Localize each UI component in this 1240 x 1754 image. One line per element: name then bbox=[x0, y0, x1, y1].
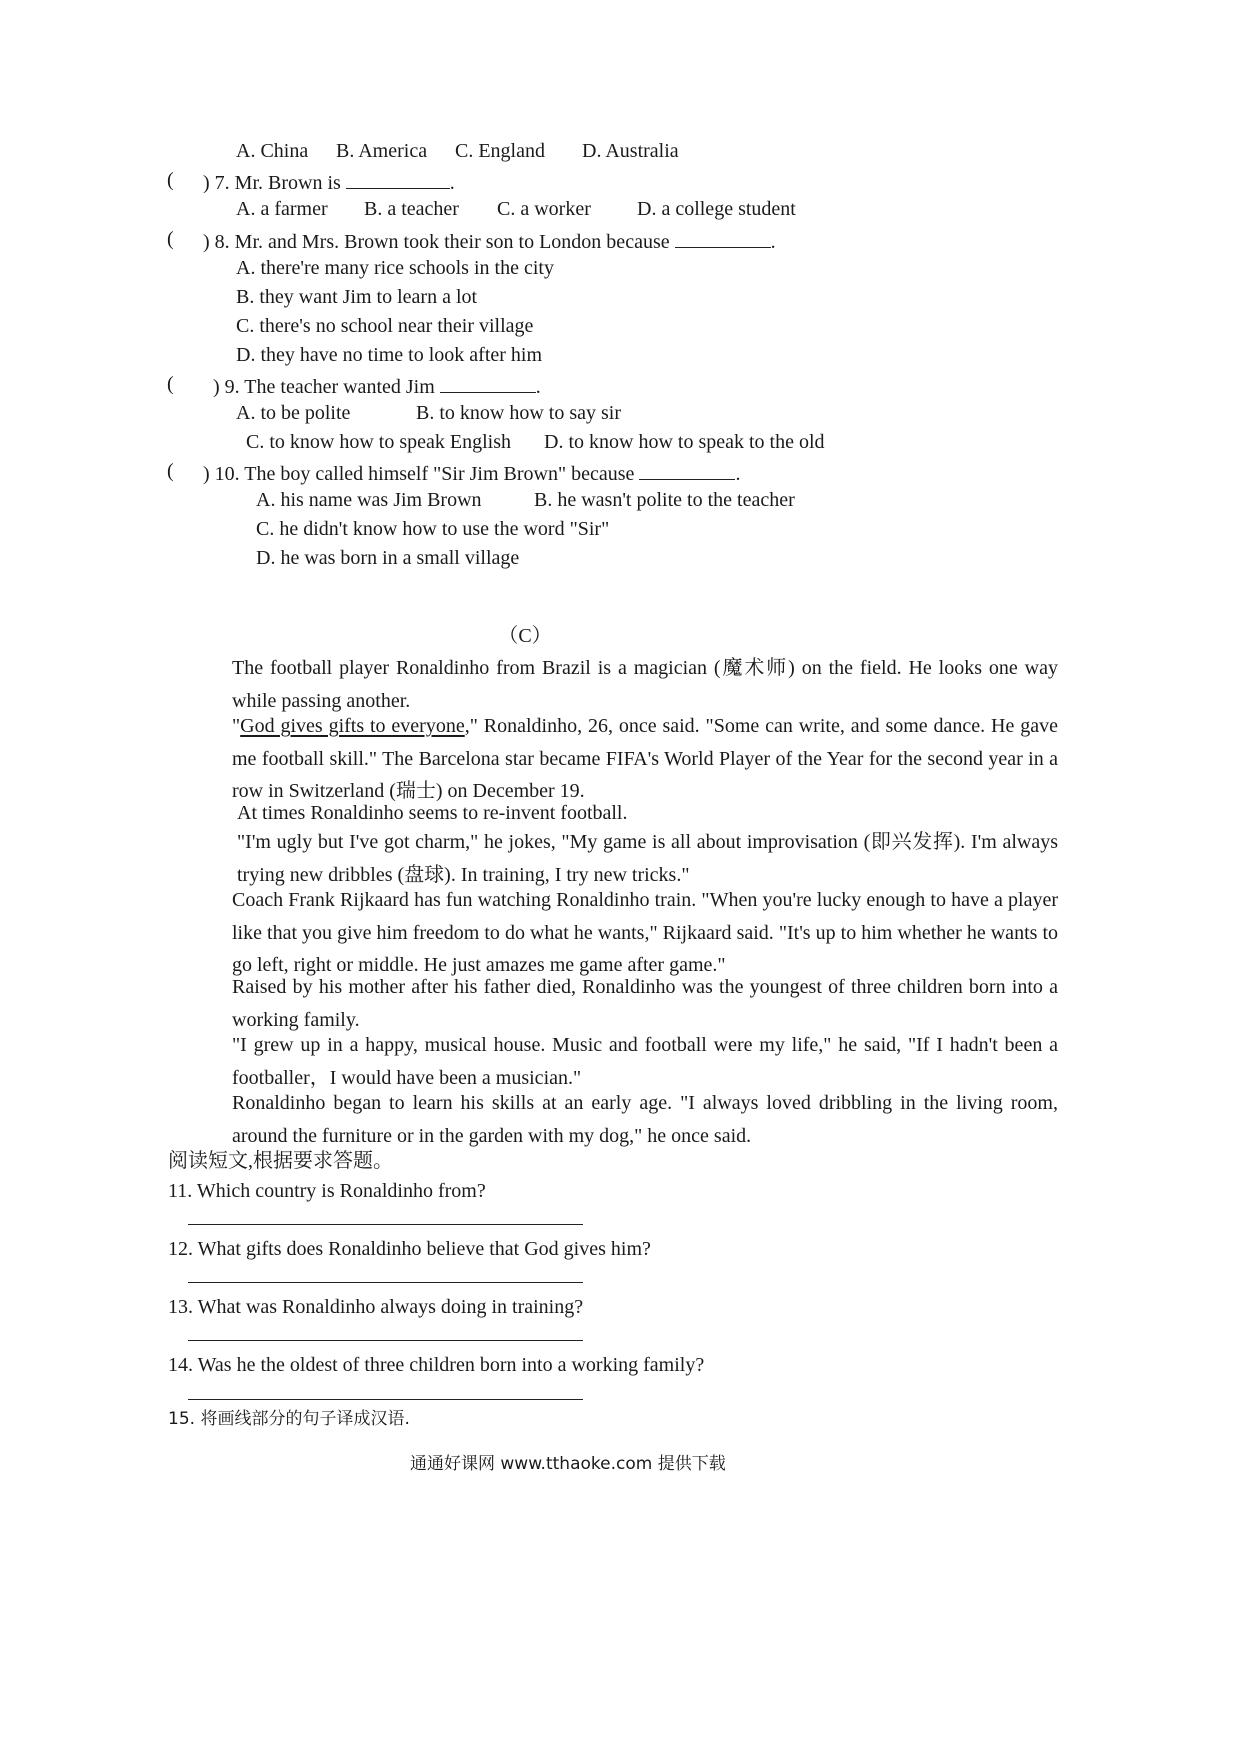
passage-paragraph-8 bbox=[188, 1087, 1058, 1152]
footer: 通通好课网 www.tthaoke.com 提供下载 bbox=[410, 1454, 726, 1474]
q8-option-a: A. there're many rice schools in the city bbox=[236, 257, 554, 279]
answer-line-13[interactable] bbox=[188, 1340, 583, 1341]
q9-option-b: B. to know how to say sir bbox=[416, 402, 621, 424]
q9-stem bbox=[213, 374, 541, 397]
q10-blank bbox=[639, 461, 735, 480]
answer-line-11[interactable] bbox=[188, 1224, 583, 1225]
q6-option-a: A. China bbox=[236, 140, 309, 162]
passage-p1-text: The football player Ronaldinho from Brazil is a magician (魔术师) on the field. He looks one way while passing another. bbox=[232, 657, 1058, 712]
q7-text: ) 7. Mr. Brown is bbox=[203, 172, 341, 194]
q8-stem bbox=[203, 229, 776, 252]
question-13: 13. What was Ronaldinho always doing in training? bbox=[168, 1296, 584, 1318]
passage-p2-text bbox=[188, 710, 1058, 808]
q7-blank bbox=[346, 170, 450, 189]
q10-text: ) 10. The boy called himself "Sir Jim Brown" because bbox=[203, 463, 635, 485]
instruction: 阅读短文,根据要求答题。 bbox=[168, 1150, 393, 1172]
passage-paragraph-1 bbox=[188, 652, 1058, 717]
q7-option-b: B. a teacher bbox=[364, 198, 459, 220]
passage-p5-text: Coach Frank Rijkaard has fun watching Ronaldinho train. "When you're lucky enough to have a player like that you give him freedom to do what he wants," Rijkaard said. "It's up to him whether he wants to go left, right or middle. He just amazes me game after game." bbox=[232, 889, 1058, 976]
q10-period: . bbox=[735, 463, 741, 485]
q7-period: . bbox=[449, 172, 455, 194]
q10-paren: ( bbox=[167, 460, 174, 482]
q8-option-b: B. they want Jim to learn a lot bbox=[236, 286, 478, 308]
q6-option-d: D. Australia bbox=[582, 140, 679, 162]
q6-option-c: C. England bbox=[455, 140, 545, 162]
passage-paragraph-3 bbox=[188, 797, 1058, 830]
q7-paren: ( bbox=[167, 169, 174, 191]
passage-p3-text: At times Ronaldinho seems to re-invent football. bbox=[237, 802, 628, 824]
q9-text: ) 9. The teacher wanted Jim bbox=[213, 376, 435, 398]
q10-option-b: B. he wasn't polite to the teacher bbox=[534, 489, 795, 511]
answer-line-12[interactable] bbox=[188, 1282, 583, 1283]
answer-line-14[interactable] bbox=[188, 1399, 583, 1400]
p2-rest: ," Ronaldinho, 26, once said. "Some can write, and some dance. He gave me football skill." The Barcelona star became FIFA's World Player of the Year for the second year in a row in Switzerland (瑞士) on December 19. bbox=[232, 715, 1058, 802]
q10-option-a: A. his name was Jim Brown bbox=[256, 489, 482, 511]
q9-option-d: D. to know how to speak to the old bbox=[544, 431, 825, 453]
q9-blank bbox=[440, 374, 536, 393]
passage-p7-text: "I grew up in a happy, musical house. Music and football were my life," he said, "If I hadn't been a footballer，I would have been a musician." bbox=[232, 1034, 1058, 1089]
passage-p6-text: Raised by his mother after his father died, Ronaldinho was the youngest of three children born into a working family. bbox=[232, 976, 1058, 1031]
q7-option-a: A. a farmer bbox=[236, 198, 328, 220]
q9-paren: ( bbox=[167, 373, 174, 395]
q7-stem bbox=[203, 170, 455, 193]
section-c-heading: （C） bbox=[498, 625, 552, 647]
passage-p4-text: "I'm ugly but I've got charm," he jokes, "My game is all about improvisation (即兴发挥). I'm always trying new dribbles (盘球). In training, I try new tricks." bbox=[237, 831, 1058, 886]
underlined-sentence: God gives gifts to everyone bbox=[240, 715, 465, 737]
question-11: 11. Which country is Ronaldinho from? bbox=[168, 1180, 486, 1202]
q7-option-c: C. a worker bbox=[497, 198, 591, 220]
passage-p8-text: Ronaldinho began to learn his skills at an early age. "I always loved dribbling in the living room, around the furniture or in the garden with my dog," he once said. bbox=[232, 1092, 1058, 1147]
passage-paragraph-2 bbox=[188, 710, 1058, 808]
q10-option-c: C. he didn't know how to use the word "Sir" bbox=[256, 518, 610, 540]
passage-paragraph-4 bbox=[188, 826, 1058, 891]
q6-option-b: B. America bbox=[336, 140, 428, 162]
question-12: 12. What gifts does Ronaldinho believe that God gives him? bbox=[168, 1238, 651, 1260]
passage-paragraph-6 bbox=[188, 971, 1058, 1036]
passage-paragraph-5 bbox=[188, 884, 1058, 982]
question-15: 15. 将画线部分的句子译成汉语. bbox=[168, 1409, 410, 1429]
q9-option-c: C. to know how to speak English bbox=[246, 431, 511, 453]
q8-paren: ( bbox=[167, 228, 174, 250]
q8-option-d: D. they have no time to look after him bbox=[236, 344, 543, 366]
q8-option-c: C. there's no school near their village bbox=[236, 315, 534, 337]
q7-option-d: D. a college student bbox=[637, 198, 796, 220]
q8-period: . bbox=[770, 231, 776, 253]
passage-paragraph-7 bbox=[188, 1029, 1058, 1094]
q9-option-a: A. to be polite bbox=[236, 402, 351, 424]
question-14: 14. Was he the oldest of three children born into a working family? bbox=[168, 1354, 705, 1376]
q9-period: . bbox=[535, 376, 541, 398]
q8-text: ) 8. Mr. and Mrs. Brown took their son to London because bbox=[203, 231, 670, 253]
q10-option-d: D. he was born in a small village bbox=[256, 547, 520, 569]
q8-blank bbox=[675, 229, 771, 248]
p2-quote-open: " bbox=[232, 715, 241, 737]
q10-stem bbox=[203, 461, 740, 484]
